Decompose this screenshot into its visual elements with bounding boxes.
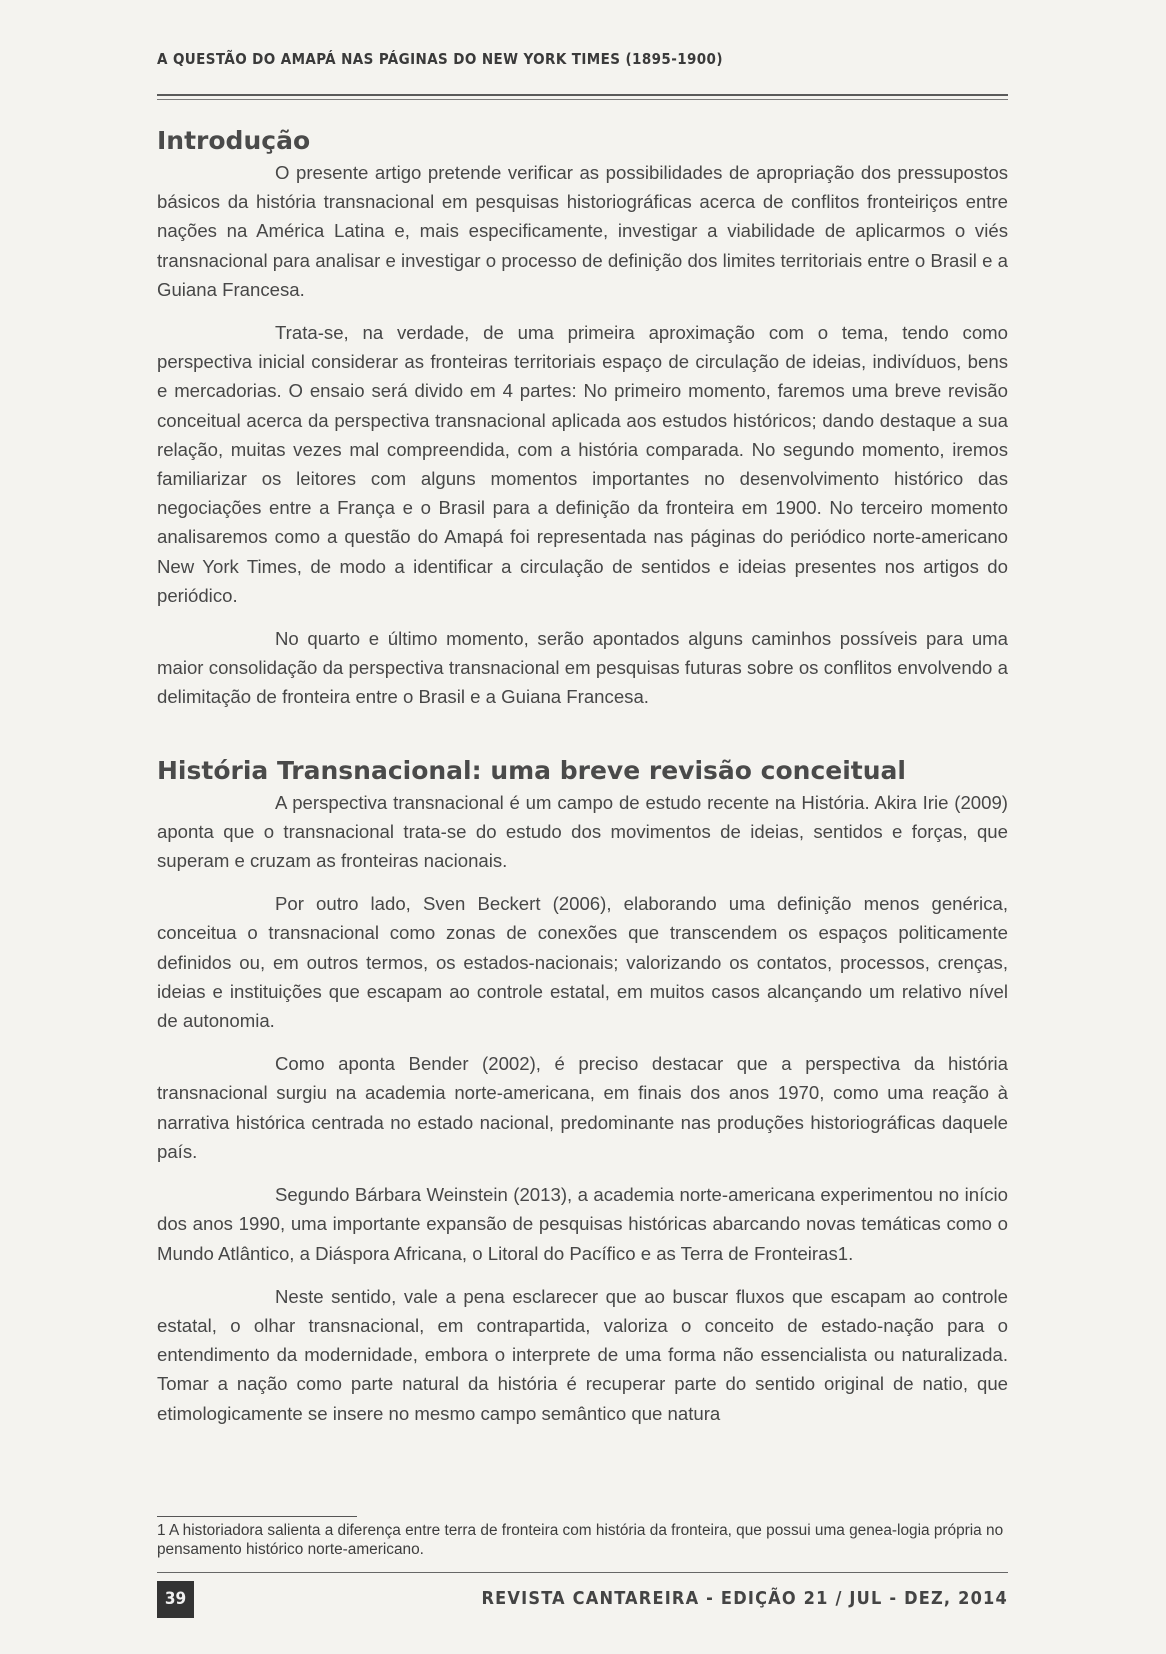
running-head: A QUESTÃO DO AMAPÁ NAS PÁGINAS DO NEW YORK TIMES (1895-1900) xyxy=(157,50,723,68)
journal-footer: REVISTA CANTAREIRA - EDIÇÃO 21 / JUL - DEZ, 2014 xyxy=(481,1588,1008,1609)
header-rule-thin xyxy=(157,99,1008,100)
paragraph: No quarto e último momento, serão apontados alguns caminhos possíveis para uma maior consolidação da perspectiva transnacional em pesquisas futuras sobre os conflitos envolvendo a delimitação de fronteira entre o Brasil e a Guiana Francesa. xyxy=(157,628,1008,708)
paragraph: Como aponta Bender (2002), é preciso destacar que a perspectiva da história transnacional surgiu na academia norte-americana, em finais dos anos 1970, como uma reação à narrativa histórica centrada no estado nacional, predominante nas produções historiográficas daquele país. xyxy=(157,1053,1008,1162)
section-introduction xyxy=(157,124,1008,712)
section-heading: História Transnacional: uma breve revisão conceitual xyxy=(157,755,906,785)
header-rule xyxy=(157,94,1008,96)
paragraph: Neste sentido, vale a pena esclarecer que ao buscar fluxos que escapam ao controle estatal, o olhar transnacional, em contrapartida, valoriza o conceito de estado-nação para o entendimento da modernidade, embora o interprete de uma forma não essencialista ou naturalizada. Tomar a nação como parte natural da história é recuperar parte do sentido original de natio, que etimologicamente se insere no mesmo campo semântico que natura xyxy=(157,1285,1008,1424)
footnote: 1 A historiadora salienta a diferença entre terra de fronteira com história da fronteira, que possui uma genea-logia própria no pensamento histórico norte-americano. xyxy=(157,1522,1004,1558)
article-body xyxy=(157,124,1008,1442)
paragraph: Por outro lado, Sven Beckert (2006), elaborando uma definição menos genérica, conceitua o transnacional como zonas de conexões que transcendem os espaços politicamente definidos ou, em outros termos, os estados-nacionais; valorizando os contatos, processos, crenças, ideias e instituições que escapam ao controle estatal, em muitos casos alcançando um relativo nível de autonomia. xyxy=(157,893,1008,1032)
paragraph: A perspectiva transnacional é um campo de estudo recente na História. Akira Irie (2009) aponta que o transnacional trata-se do estudo dos movimentos de ideias, sentidos e forças, que superam e cruzam as fronteiras nacionais. xyxy=(157,791,1008,872)
page-number: 39 xyxy=(157,1581,194,1618)
paragraph: O presente artigo pretende verificar as possibilidades de apropriação dos pressupostos básicos da história transnacional em pesquisas historiográficas acerca de conflitos fronteiriços entre nações na América Latina e, mais especificamente, investigar a viabilidade de aplicarmos o viés transnacional para analisar e investigar o processo de definição dos limites territoriais entre o Brasil e a Guiana Francesa. xyxy=(157,162,1008,300)
section-transnational-history xyxy=(157,754,1008,1428)
paragraph: Trata-se, na verdade, de uma primeira aproximação com o tema, tendo como perspectiva inicial considerar as fronteiras territoriais espaço de circulação de ideias, indivíduos, bens e mercadorias. O ensaio será divido em 4 partes: No primeiro momento, faremos uma breve revisão conceitual acerca da perspectiva transnacional aplicada aos estudos históricos; dando destaque a sua relação, muitas vezes mal compreendida, com a história comparada. No segundo momento, iremos familiarizar os leitores com alguns momentos importantes no desenvolvimento histórico das negociações entre a França e o Brasil para a definição da fronteira em 1900. No terceiro momento analisaremos como a questão do Amapá foi representada nas páginas do periódico norte-americano New York Times, de modo a identificar a circulação de sentidos e ideias presentes nos artigos do periódico. xyxy=(157,322,1008,606)
paragraph: Segundo Bárbara Weinstein (2013), a academia norte-americana experimentou no início dos anos 1990, uma importante expansão de pesquisas históricas abarcando novas temáticas como o Mundo Atlântico, a Diáspora Africana, o Litoral do Pacífico e as Terra de Fronteiras1. xyxy=(157,1184,1008,1264)
section-heading: Introdução xyxy=(157,126,311,155)
footnote-rule xyxy=(157,1516,357,1517)
footer-rule xyxy=(157,1572,1008,1573)
